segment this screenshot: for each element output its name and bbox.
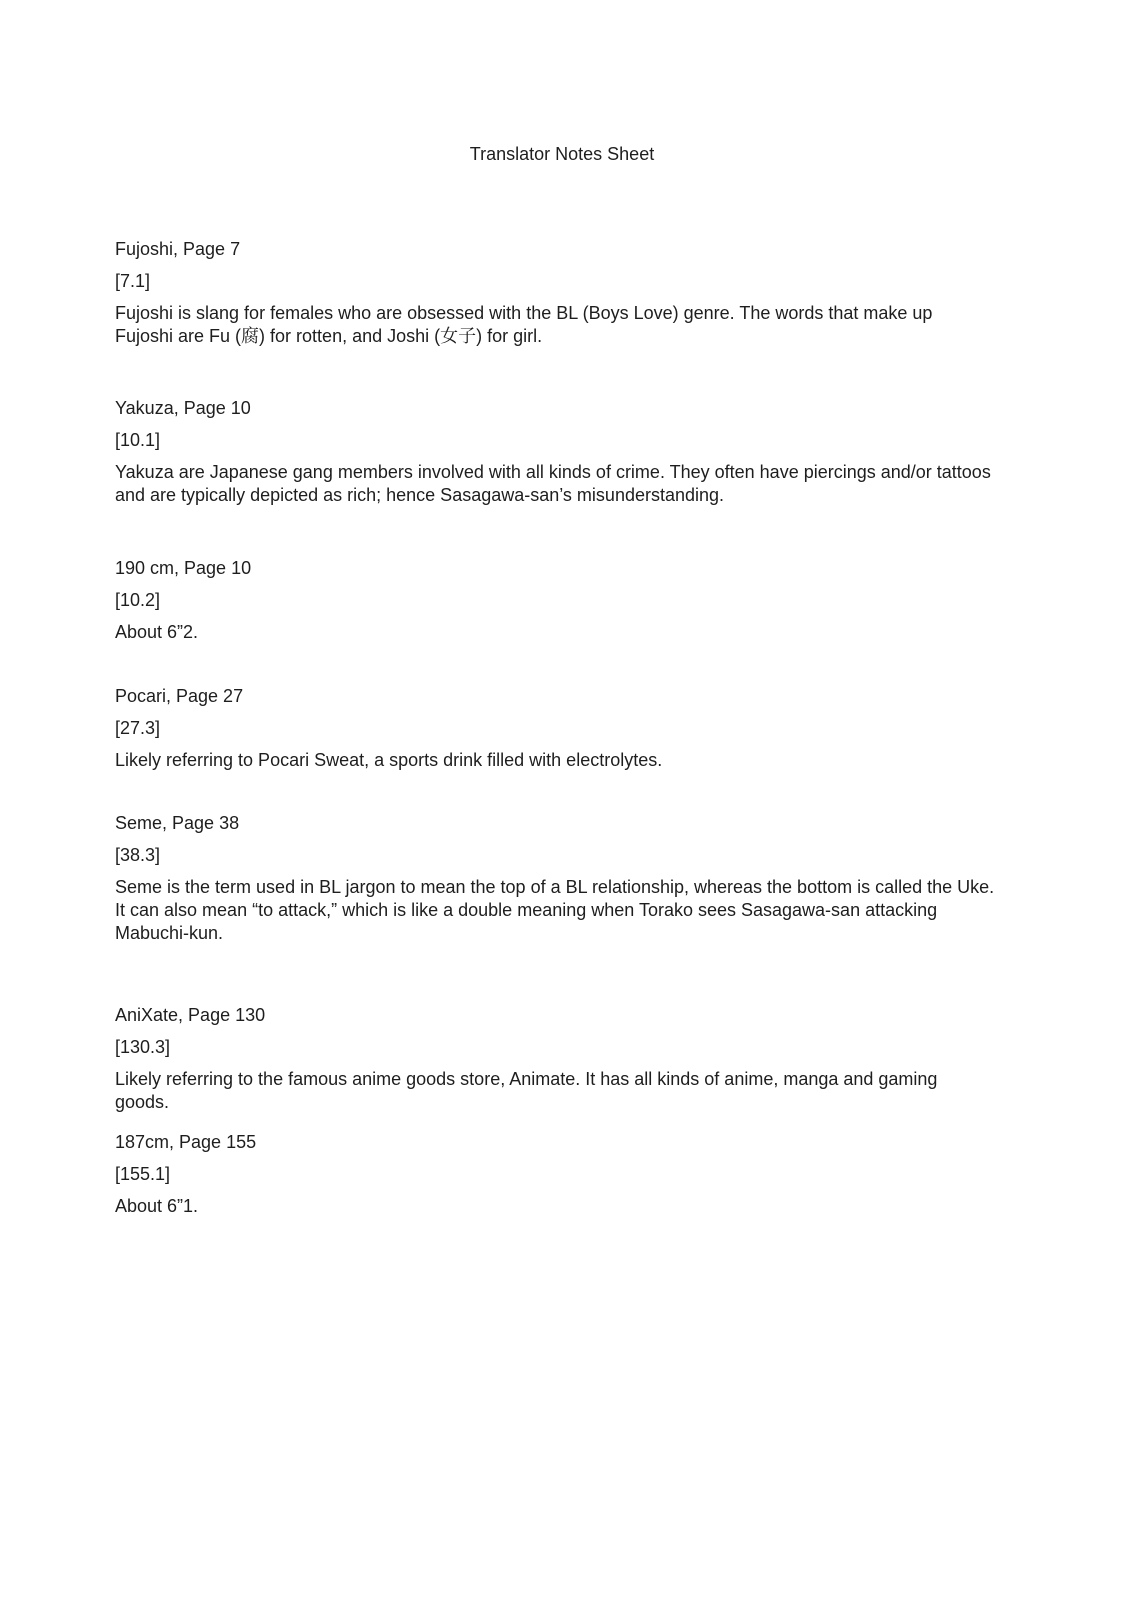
note-term: Yakuza, Page 10 [115, 398, 251, 418]
note-term: Fujoshi, Page 7 [115, 239, 241, 259]
note-187cm [115, 1131, 995, 1218]
note-ref: [27.3] [115, 718, 161, 738]
note-ref: [155.1] [115, 1164, 171, 1184]
note-seme [115, 812, 995, 945]
note-text: Fujoshi is slang for females who are obsessed with the BL (Boys Love) genre. The words that make up Fujoshi are Fu (腐) for rotten, and Joshi (女子) for girl. [115, 303, 933, 346]
note-text: About 6”1. [115, 1196, 199, 1216]
note-term: Seme, Page 38 [115, 813, 240, 833]
note-text: Likely referring to the famous anime goods store, Animate. It has all kinds of anime, manga and gaming goods. [115, 1069, 938, 1112]
note-ref: [7.1] [115, 271, 151, 291]
document-title: Translator Notes Sheet [469, 144, 655, 164]
note-term: AniXate, Page 130 [115, 1005, 266, 1025]
note-term: Pocari, Page 27 [115, 686, 244, 706]
note-text: About 6”2. [115, 622, 199, 642]
note-yakuza [115, 397, 995, 507]
note-ref: [10.2] [115, 590, 161, 610]
note-ref: [10.1] [115, 430, 161, 450]
note-text: Likely referring to Pocari Sweat, a sports drink filled with electrolytes. [115, 750, 663, 770]
note-anixate [115, 1004, 995, 1114]
note-190cm [115, 557, 995, 644]
note-fujoshi [115, 238, 995, 348]
note-pocari [115, 685, 995, 772]
note-term: 187cm, Page 155 [115, 1132, 257, 1152]
note-text: Seme is the term used in BL jargon to mean the top of a BL relationship, whereas the bottom is called the Uke. It can also mean “to attack,” which is like a double meaning when Torako sees Sasagawa-san attacking Mabuchi-kun. [115, 877, 995, 943]
note-ref: [130.3] [115, 1037, 171, 1057]
note-ref: [38.3] [115, 845, 161, 865]
note-term: 190 cm, Page 10 [115, 558, 252, 578]
note-text: Yakuza are Japanese gang members involved with all kinds of crime. They often have piercings and/or tattoos and are typically depicted as rich; hence Sasagawa-san’s misunderstanding. [115, 462, 991, 505]
